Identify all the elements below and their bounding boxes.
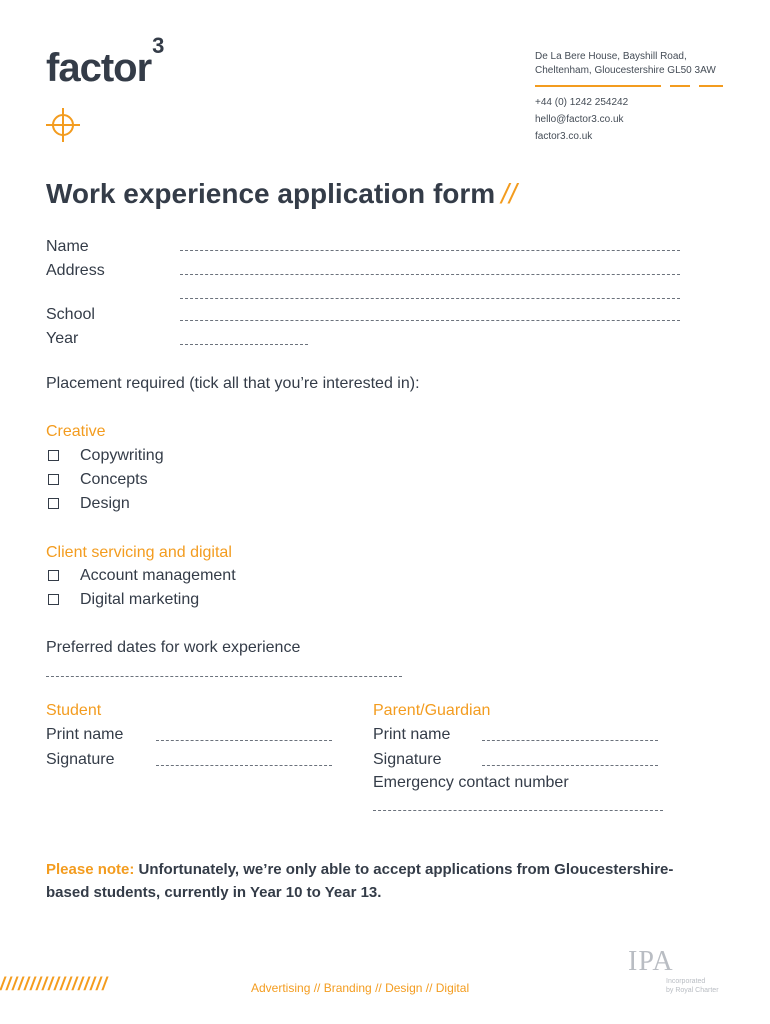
ipa-mark: IPA <box>628 946 674 977</box>
concepts-checkbox[interactable] <box>48 474 59 485</box>
student-print-name-label: Print name <box>46 726 124 743</box>
email-link[interactable]: hello@factor3.co.uk <box>535 114 624 125</box>
ipa-logo <box>628 948 728 996</box>
emergency-contact-label: Emergency contact number <box>373 774 569 791</box>
address-divider <box>535 85 661 87</box>
account-management-option: Account management <box>80 567 236 584</box>
website-link[interactable]: factor3.co.uk <box>535 131 593 142</box>
address-field[interactable] <box>180 298 680 299</box>
footer-tagline: Advertising // Branding // Design // Digital <box>251 981 470 995</box>
guardian-signature-label: Signature <box>373 751 442 768</box>
placement-prompt: Placement required (tick all that you’re interested in): <box>46 375 420 392</box>
copywriting-checkbox[interactable] <box>48 450 59 461</box>
name-label: Name <box>46 238 89 255</box>
school-field[interactable] <box>180 320 680 321</box>
address-field[interactable] <box>180 274 680 275</box>
creative-heading: Creative <box>46 423 106 440</box>
design-option: Design <box>80 495 130 512</box>
school-label: School <box>46 306 95 323</box>
dates-label: Preferred dates for work experience <box>46 639 301 656</box>
note-body: Unfortunately, we’re only able to accept applications from Gloucestershire-based students, currently in Year 10 to Year 13. <box>46 861 674 901</box>
guardian-heading: Parent/Guardian <box>373 702 491 719</box>
dates-field[interactable] <box>46 676 402 677</box>
address-divider <box>670 85 690 87</box>
client-heading: Client servicing and digital <box>46 544 232 561</box>
name-field[interactable] <box>180 250 680 251</box>
address-label: Address <box>46 262 105 279</box>
address-divider <box>699 85 723 87</box>
title-slashes: // <box>501 178 517 209</box>
guardian-print-name-field[interactable] <box>482 740 658 741</box>
emergency-contact-field[interactable] <box>373 810 663 811</box>
concepts-option: Concepts <box>80 471 148 488</box>
footer-slashes: ////////////////// <box>0 974 109 994</box>
phone-number: +44 (0) 1242 254242 <box>535 97 629 108</box>
digital-marketing-checkbox[interactable] <box>48 594 59 605</box>
year-field[interactable] <box>180 344 308 345</box>
student-signature-field[interactable] <box>156 765 332 766</box>
guardian-signature-field[interactable] <box>482 765 658 766</box>
page-title: Work experience application form // <box>46 178 517 209</box>
company-address: De La Bere House, Bayshill Road, Cheltenham, Gloucestershire GL50 3AW <box>535 51 716 76</box>
design-checkbox[interactable] <box>48 498 59 509</box>
student-heading: Student <box>46 702 102 719</box>
student-print-name-field[interactable] <box>156 740 332 741</box>
student-signature-label: Signature <box>46 751 115 768</box>
factor3-logo: factor$^3$ <box>46 32 164 90</box>
account-management-checkbox[interactable] <box>48 570 59 581</box>
ipa-subtitle: Incorporated by Royal Charter <box>666 978 719 994</box>
note-lead: Please note: <box>46 861 135 878</box>
year-label: Year <box>46 330 79 347</box>
copywriting-option: Copywriting <box>80 447 164 464</box>
eligibility-note <box>46 858 686 904</box>
guardian-print-name-label: Print name <box>373 726 451 743</box>
crosshair-icon <box>46 108 80 142</box>
digital-marketing-option: Digital marketing <box>80 591 200 608</box>
